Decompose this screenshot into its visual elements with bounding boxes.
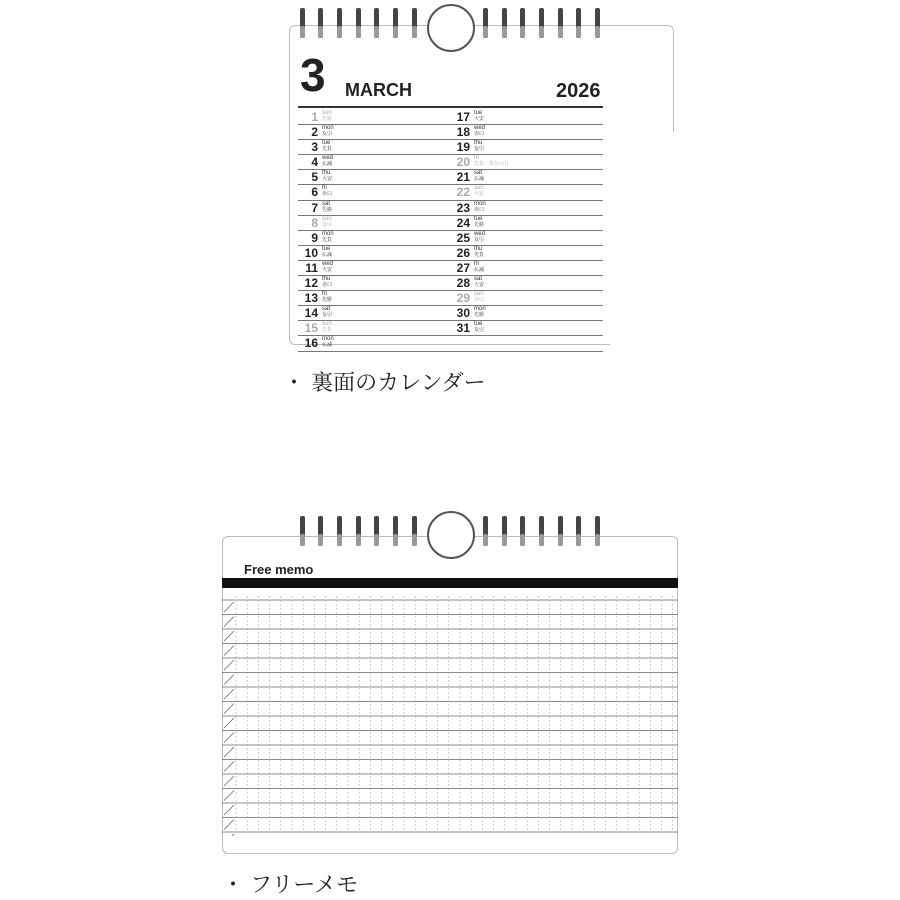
calendar-day (302, 216, 332, 230)
day-number: 6 (311, 185, 318, 200)
rokuyo-label: 友引 (474, 327, 485, 334)
weekday-label: thu (322, 170, 331, 177)
day-number: 23 (456, 200, 470, 215)
calendar-row (298, 170, 603, 185)
day-number: 22 (456, 185, 470, 200)
rokuyo-label: 大安 (322, 176, 333, 183)
day-number: 30 (456, 306, 470, 321)
calendar-day (302, 231, 334, 245)
calendar-day (454, 185, 484, 199)
rokuyo-label: 先勝 (474, 221, 485, 228)
calendar-day (454, 276, 484, 290)
rokuyo-label: 先負 (322, 236, 333, 243)
day-number: 15 (304, 321, 318, 336)
spiral-loop (356, 8, 361, 38)
calendar-day (302, 306, 332, 320)
memo-tick-mark (224, 704, 234, 714)
spiral-loop (558, 8, 563, 38)
spiral-loop (412, 8, 417, 38)
rokuyo-label: 友引 (474, 236, 485, 243)
rokuyo-label: 仏滅 (322, 251, 333, 258)
calendar-row (298, 201, 603, 216)
spiral-loop (300, 8, 305, 38)
month-name: MARCH (345, 80, 412, 100)
calendar-row (298, 155, 603, 170)
spiral-loop (576, 516, 581, 546)
calendar-day-grid (298, 110, 603, 352)
memo-tick-mark (224, 834, 234, 836)
memo-header-bar (222, 578, 678, 588)
weekday-label: sat (322, 200, 331, 207)
memo-tick-mark (224, 805, 234, 815)
memo-tick-mark (224, 747, 234, 757)
calendar-day (302, 276, 332, 290)
calendar-day (454, 261, 484, 275)
day-number: 11 (305, 260, 318, 275)
memo-title: Free memo (244, 562, 314, 577)
memo-tick-mark (224, 733, 234, 743)
rokuyo-label: 仏滅 (322, 161, 333, 168)
rokuyo-label: 赤口 (322, 191, 333, 198)
day-number: 9 (311, 230, 318, 245)
memo-tick-mark (224, 617, 234, 627)
day-number: 31 (456, 321, 470, 336)
spiral-loop (374, 8, 379, 38)
calendar-day (454, 291, 484, 305)
calendar-day (454, 125, 485, 139)
spiral-loop (337, 8, 342, 38)
calendar-day (454, 140, 484, 154)
rokuyo-label: 先負 (322, 146, 333, 153)
calendar-day (302, 155, 333, 169)
calendar-day (302, 110, 332, 124)
calendar-day (302, 291, 332, 305)
memo-tick-mark (224, 602, 234, 612)
day-number: 28 (456, 276, 470, 291)
calendar-row (298, 261, 603, 276)
calendar-day (454, 216, 484, 230)
spiral-loop (374, 516, 379, 546)
weekday-label: sun (474, 291, 484, 298)
spiral-loop (595, 8, 600, 38)
calendar-hanger-ring (427, 4, 475, 52)
calendar-card-notch (610, 132, 680, 352)
calendar-header-rule (298, 106, 603, 108)
calendar-day (454, 231, 485, 245)
rokuyo-label: 仏滅 (474, 266, 485, 273)
year-label: 2026 (556, 80, 601, 102)
calendar-day (454, 321, 484, 335)
calendar-day (302, 140, 332, 154)
calendar-row (298, 246, 603, 261)
day-number: 14 (304, 306, 318, 321)
memo-tick-mark (224, 776, 234, 786)
rokuyo-label: 仏滅 (474, 176, 485, 183)
calendar-day (302, 321, 332, 335)
memo-tick-mark (224, 631, 234, 641)
day-number: 5 (311, 170, 318, 185)
calendar-row (298, 140, 603, 155)
calendar-day (454, 155, 509, 169)
rokuyo-label: 大安 (322, 266, 333, 273)
rokuyo-label: 赤口 (322, 282, 333, 289)
calendar-day (454, 306, 486, 320)
rokuyo-label: 大安 (474, 191, 485, 198)
day-number: 7 (311, 200, 318, 215)
weekday-label: sat (322, 306, 331, 313)
weekday-label: tue (474, 215, 483, 222)
calendar-caption: ・ 裏面のカレンダー (283, 370, 486, 395)
calendar-row (298, 185, 603, 200)
weekday-label: thu (474, 140, 483, 147)
weekday-label: mon (322, 336, 334, 343)
weekday-label: wed (474, 125, 486, 132)
calendar-day (302, 201, 332, 215)
rokuyo-label: 先負 (322, 327, 333, 334)
day-number: 16 (304, 336, 318, 351)
spiral-loop (318, 516, 323, 546)
calendar-day (454, 110, 484, 124)
rokuyo-label: 友引 (322, 131, 333, 138)
weekday-label: sun (322, 215, 332, 222)
spiral-loop (300, 516, 305, 546)
memo-tick-mark (224, 791, 234, 801)
spiral-loop (595, 516, 600, 546)
weekday-label: wed (474, 230, 486, 237)
rokuyo-label: 大安 (474, 282, 485, 289)
day-number: 26 (456, 245, 470, 260)
memo-tick-mark (224, 675, 234, 685)
month-number: 3 (300, 49, 326, 101)
day-number: 24 (456, 215, 470, 230)
rokuyo-label: 友引 (322, 312, 333, 319)
weekday-label: tue (474, 321, 483, 328)
weekday-label: sat (474, 170, 483, 177)
day-number: 8 (311, 215, 318, 230)
weekday-label: fri (474, 260, 479, 267)
rokuyo-label: 赤口 (474, 131, 485, 138)
weekday-label: fri (474, 155, 479, 162)
day-number: 13 (304, 291, 318, 306)
weekday-label: thu (322, 276, 331, 283)
calendar-day (302, 261, 333, 275)
calendar-day (302, 336, 334, 350)
calendar-row (298, 231, 603, 246)
calendar-day (302, 170, 332, 184)
weekday-label: sat (474, 276, 483, 283)
spiral-loop (318, 8, 323, 38)
spiral-loop (502, 516, 507, 546)
rokuyo-label: 友引 (474, 146, 485, 153)
calendar-day (302, 246, 332, 260)
rokuyo-label: 先負 (474, 251, 485, 258)
spiral-loop (539, 516, 544, 546)
calendar-row (298, 110, 603, 125)
memo-tick-mark (224, 718, 234, 728)
weekday-label: fri (322, 185, 327, 192)
weekday-label: thu (474, 245, 483, 252)
calendar-row (298, 306, 603, 321)
weekday-label: mon (322, 125, 334, 132)
day-number: 18 (456, 125, 470, 140)
day-number: 2 (311, 125, 318, 140)
calendar-row (298, 276, 603, 291)
day-number: 4 (311, 155, 318, 170)
spiral-loop (393, 516, 398, 546)
spiral-loop (412, 516, 417, 546)
day-number: 25 (456, 230, 470, 245)
spiral-loop (356, 516, 361, 546)
weekday-label: tue (474, 110, 483, 116)
spiral-loop (393, 8, 398, 38)
memo-caption: ・ フリーメモ (222, 872, 359, 897)
rokuyo-label: 友引 (322, 221, 333, 228)
spiral-loop (520, 8, 525, 38)
rokuyo-label: 先勝 (322, 116, 333, 122)
memo-tick-mark (224, 762, 234, 772)
memo-tick-mark (224, 646, 234, 656)
spiral-loop (502, 8, 507, 38)
memo-grid (222, 596, 678, 836)
weekday-label: mon (322, 230, 334, 237)
rokuyo-label: 大安 (474, 116, 485, 122)
memo-tick-mark (224, 689, 234, 699)
calendar-row (298, 216, 603, 231)
rokuyo-label: 先勝 (322, 206, 333, 213)
rokuyo-label: 先勝 (474, 312, 485, 319)
calendar-row (298, 291, 603, 306)
memo-tick-mark (224, 820, 234, 830)
day-number: 1 (311, 110, 318, 124)
memo-tick-mark (224, 660, 234, 670)
weekday-label: fri (322, 291, 327, 298)
rokuyo-label: 赤口 (474, 206, 485, 213)
calendar-day (302, 185, 332, 199)
day-number: 10 (304, 245, 318, 260)
rokuyo-label: 赤口 (474, 297, 485, 304)
calendar-day (454, 246, 484, 260)
spiral-loop (539, 8, 544, 38)
spiral-loop (337, 516, 342, 546)
calendar-day (302, 125, 334, 139)
day-number: 3 (311, 140, 318, 155)
weekday-label: sun (322, 110, 332, 116)
weekday-label: wed (322, 260, 334, 267)
day-number: 20 (456, 155, 470, 170)
spiral-loop (520, 516, 525, 546)
day-number: 27 (456, 260, 470, 275)
weekday-label: mon (474, 306, 486, 313)
spiral-loop (558, 516, 563, 546)
day-number: 17 (456, 110, 470, 124)
weekday-label: mon (474, 200, 486, 207)
calendar-row (298, 336, 603, 351)
day-number: 19 (456, 140, 470, 155)
weekday-label: sun (322, 321, 332, 328)
weekday-label: tue (322, 140, 331, 147)
calendar-day (454, 170, 484, 184)
day-number: 21 (456, 170, 470, 185)
day-number: 12 (304, 276, 318, 291)
weekday-label: wed (322, 155, 334, 162)
calendar-row (298, 125, 603, 140)
calendar-day (454, 201, 486, 215)
weekday-label: tue (322, 245, 331, 252)
rokuyo-label: 仏滅 (322, 342, 333, 349)
rokuyo-label: 先負／春分の日 (474, 161, 510, 168)
spiral-loop (483, 516, 488, 546)
rokuyo-label: 先勝 (322, 297, 333, 304)
spiral-loop (576, 8, 581, 38)
memo-hanger-ring (427, 511, 475, 559)
day-number: 29 (456, 291, 470, 306)
calendar-row (298, 321, 603, 336)
weekday-label: sun (474, 185, 484, 192)
spiral-loop (483, 8, 488, 38)
